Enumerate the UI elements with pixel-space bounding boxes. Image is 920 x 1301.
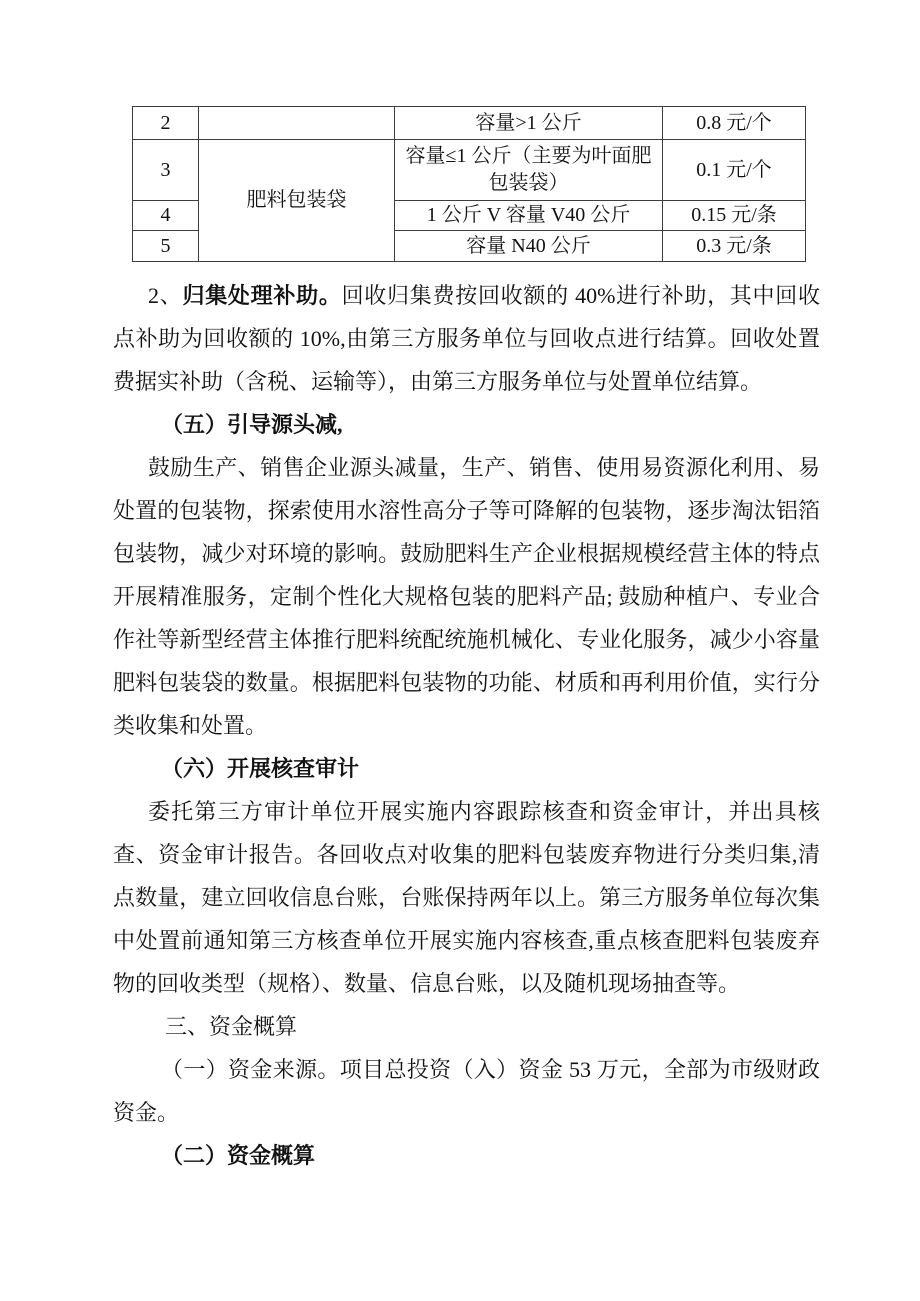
cell-price: 0.15 元/条	[663, 201, 806, 231]
cell-spec: 容量>1 公斤	[395, 107, 663, 140]
heading-section-6-audit: （六）开展核查审计	[161, 756, 360, 781]
cell-category-empty	[199, 107, 395, 140]
cell-spec: 容量≤1 公斤（主要为叶面肥包装袋）	[395, 140, 663, 201]
cell-category-fertilizer-bag: 肥料包装袋	[199, 140, 395, 262]
heading-section-2-budget: （二）资金概算	[161, 1143, 316, 1168]
paragraph-text: 回收归集费按回收额的 40%进行补助，其中回收点补助为回收额的 10%,由第三方服务单位与回收点进行结算。回收处置费据实补助（含税、运输等），由第三方服务单位与处置单位结算。	[113, 283, 820, 394]
cell-row-number: 5	[133, 231, 199, 262]
table-row	[133, 140, 806, 201]
cell-row-number: 3	[133, 140, 199, 201]
paragraph-source-reduction: 鼓励生产、销售企业源头减量，生产、销售、使用易资源化利用、易处置的包装物，探索使用水溶性高分子等可降解的包装物，逐步淘汰铝箔包装物，减少对环境的影响。鼓励肥料生产企业根据规模经营主体的特点开展精准服务，定制个性化大规格包装的肥料产品; 鼓励种植户、专业合作社等新型经营主体推行肥料统配统施机械化、专业化服务，减少小容量肥料包装袋的数量。根据肥料包装物的功能、材质和再利用价值，实行分类收集和处置。	[113, 455, 820, 738]
subsidy-price-table	[132, 106, 806, 262]
cell-row-number: 2	[133, 107, 199, 140]
document-body	[113, 274, 820, 1177]
cell-spec: 容量 N40 公斤	[395, 231, 663, 262]
heading-section-5-source-reduction: （五）引导源头减,	[161, 412, 343, 437]
heading-chapter-3-budget: 三、资金概算	[165, 1014, 298, 1039]
paragraph-lead-bold: 归集处理补助。	[182, 283, 342, 308]
cell-price: 0.3 元/条	[663, 231, 806, 262]
cell-price: 0.8 元/个	[663, 107, 806, 140]
paragraph-funding-source: （一）资金来源。项目总投资（入）资金 53 万元，全部为市级财政资金。	[113, 1057, 820, 1125]
cell-row-number: 4	[133, 201, 199, 231]
paragraph-collection-subsidy	[113, 274, 820, 403]
table-row	[133, 107, 806, 140]
paragraph-audit: 委托第三方审计单位开展实施内容跟踪核查和资金审计，并出具核查、资金审计报告。各回收点对收集的肥料包装废弃物进行分类归集,清点数量，建立回收信息台账，台账保持两年以上。第三方服务单位每次集中处置前通知第三方核查单位开展实施内容核查,重点核查肥料包装废弃物的回收类型（规格）、数量、信息台账，以及随机现场抽查等。	[113, 799, 820, 996]
cell-spec: 1 公斤 V 容量 V40 公斤	[395, 201, 663, 231]
cell-price: 0.1 元/个	[663, 140, 806, 201]
paragraph-number: 2、	[148, 283, 183, 308]
